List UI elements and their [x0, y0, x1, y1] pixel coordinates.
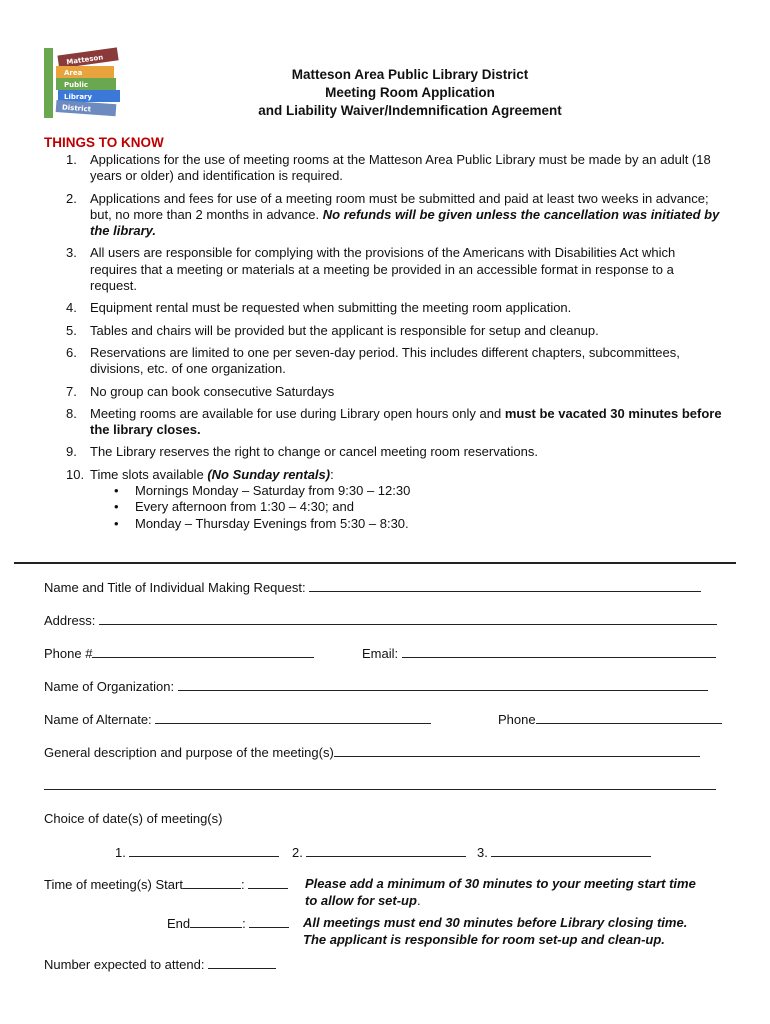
- document-header: [0, 66, 770, 120]
- rule-item: [44, 467, 724, 532]
- logo-text-4: Library: [64, 93, 93, 101]
- rule-item: [44, 406, 724, 439]
- header-line-1: Matteson Area Public Library District: [291, 67, 529, 82]
- logo-text-3: Public: [64, 81, 89, 89]
- rule-item: [44, 245, 724, 294]
- start-time-label: Time of meeting(s) Start: [44, 877, 183, 892]
- rule-number: 7.: [66, 383, 77, 399]
- time-colon: :: [240, 877, 245, 892]
- date-1-label: 1.: [115, 845, 126, 860]
- date-3-line[interactable]: [491, 844, 651, 857]
- rule-emphasis: No refunds will be given unless the cancellation was initiated by the library.: [90, 206, 720, 239]
- rule-number: 8.: [66, 405, 77, 421]
- rule-number: 1.: [66, 152, 77, 167]
- rule-text: Meeting rooms are available for use during Library open hours only and: [90, 405, 502, 421]
- phone-label: Phone #: [44, 646, 93, 661]
- start-time-note: [305, 875, 696, 909]
- rule-number: 2.: [66, 190, 77, 206]
- rule-number: 5.: [66, 322, 77, 338]
- date-1-line[interactable]: [129, 844, 279, 857]
- rule-number: 10.: [66, 466, 85, 482]
- rule-text: Time slots available: [90, 466, 204, 482]
- rule-number: 4.: [66, 300, 77, 316]
- description-line-2[interactable]: [44, 777, 716, 793]
- alternate-phone-field[interactable]: [498, 711, 722, 727]
- email-line[interactable]: [402, 645, 716, 658]
- logo-text-2: Area: [64, 69, 83, 77]
- rule-text: All users are responsible for complying with the provisions of the Americans with Disabilities Act which requires that a meeting or materials at a meeting be provided in an accessible format in response to a request.: [90, 245, 676, 294]
- start-minute-line[interactable]: [248, 876, 288, 889]
- start-note-line-1: Please add a minimum of 30 minutes to your meeting start time: [305, 876, 696, 891]
- end-note-line-2: The applicant is responsible for room set-up and clean-up.: [303, 932, 665, 947]
- start-note-line-2: to allow for set-up: [305, 893, 417, 908]
- end-note-line-1: All meetings must end 30 minutes before Library closing time.: [303, 915, 688, 930]
- rule-item: [44, 345, 724, 378]
- date-1-field[interactable]: [115, 844, 279, 860]
- address-field[interactable]: [44, 612, 717, 628]
- attendance-label: Number expected to attend:: [44, 957, 205, 972]
- time-slots-list: [90, 483, 724, 532]
- bullet-icon: •: [114, 499, 119, 515]
- header-line-2: Meeting Room Application: [325, 85, 495, 100]
- start-note-period: .: [416, 893, 421, 908]
- rule-text: Applications for the use of meeting rooms at the Matteson Area Public Library must be made by an adult (18 years or older) and identification is required.: [90, 152, 711, 184]
- logo-text-1: Matteson: [65, 53, 104, 67]
- bullet-icon: •: [114, 483, 119, 499]
- address-label: Address:: [44, 613, 96, 628]
- rule-emphasis: must be vacated 30 minutes before the library closes.: [90, 405, 722, 438]
- header-line-3: and Liability Waiver/Indemnification Agreement: [258, 103, 562, 118]
- rule-number: 3.: [66, 245, 77, 261]
- alternate-phone-label: Phone: [498, 712, 536, 727]
- rule-text: No group can book consecutive Saturdays: [90, 383, 335, 399]
- logo-text-5: District: [61, 103, 92, 114]
- rule-number: 6.: [66, 344, 77, 360]
- time-slot: • Every afternoon from 1:30 – 4:30; and: [114, 499, 354, 515]
- address-line[interactable]: [99, 612, 717, 625]
- alternate-phone-line[interactable]: [536, 711, 722, 724]
- organization-field[interactable]: [44, 678, 708, 694]
- end-minute-line[interactable]: [249, 915, 289, 928]
- description-line[interactable]: [334, 744, 700, 757]
- dates-label: Choice of date(s) of meeting(s): [44, 811, 223, 826]
- time-slot: • Mornings Monday – Saturday from 9:30 – 12:30: [114, 483, 411, 499]
- time-colon: :: [242, 916, 246, 931]
- section-divider: [14, 562, 736, 564]
- rule-text: Equipment rental must be requested when submitting the meeting room application.: [90, 300, 572, 316]
- description-extra-line[interactable]: [44, 777, 716, 790]
- end-time-note: [303, 914, 687, 948]
- rule-item: [44, 300, 724, 316]
- rule-number: 9.: [66, 444, 77, 460]
- rule-text: The Library reserves the right to change or cancel meeting room reservations.: [90, 444, 538, 460]
- organization-label: Name of Organization:: [44, 679, 175, 694]
- rule-item: [44, 323, 724, 339]
- rules-list: [44, 152, 724, 538]
- alternate-field[interactable]: [44, 711, 431, 727]
- organization-line[interactable]: [178, 678, 708, 691]
- rule-emphasis: (No Sunday rentals): [207, 466, 331, 482]
- end-hour-line[interactable]: [190, 915, 242, 928]
- name-title-label: Name and Title of Individual Making Request:: [44, 580, 306, 595]
- name-title-field[interactable]: [44, 579, 701, 595]
- rule-item: [44, 444, 724, 460]
- start-time-field[interactable]: [44, 876, 288, 892]
- end-time-label: End: [167, 916, 191, 931]
- date-2-label: 2.: [292, 845, 303, 860]
- phone-field[interactable]: [44, 645, 314, 661]
- rule-item: [44, 384, 724, 400]
- attendance-field[interactable]: [44, 956, 276, 972]
- rule-colon: :: [330, 466, 334, 482]
- phone-line[interactable]: [92, 645, 314, 658]
- name-title-line[interactable]: [309, 579, 701, 592]
- bullet-icon: •: [114, 515, 119, 531]
- date-2-field[interactable]: [292, 844, 466, 860]
- rule-item: [44, 152, 724, 185]
- rule-text: Reservations are limited to one per seven-day period. This includes different chapters, subcommittees, divisions, etc. of one organization.: [90, 344, 680, 377]
- email-label: Email:: [362, 646, 399, 661]
- start-hour-line[interactable]: [183, 876, 241, 889]
- alternate-line[interactable]: [155, 711, 431, 724]
- description-label: General description and purpose of the meeting(s): [44, 745, 334, 760]
- rule-item: [44, 191, 724, 240]
- rule-text: Applications and fees for use of a meeting room must be submitted and paid at least two weeks in advance; but, no more than 2 months in advance.: [90, 190, 709, 222]
- attendance-line[interactable]: [208, 956, 276, 969]
- alternate-label: Name of Alternate:: [44, 712, 152, 727]
- date-2-line[interactable]: [306, 844, 466, 857]
- things-to-know-heading: THINGS TO KNOW: [44, 135, 164, 150]
- date-3-label: 3.: [477, 845, 488, 860]
- rule-text: Tables and chairs will be provided but the applicant is responsible for setup and cleanup.: [90, 322, 599, 338]
- time-slot: • Monday – Thursday Evenings from 5:30 – 8:30.: [114, 515, 409, 531]
- end-time-field[interactable]: [167, 915, 289, 931]
- date-3-field[interactable]: [477, 844, 651, 860]
- description-field[interactable]: [44, 744, 700, 760]
- email-field[interactable]: [362, 645, 716, 661]
